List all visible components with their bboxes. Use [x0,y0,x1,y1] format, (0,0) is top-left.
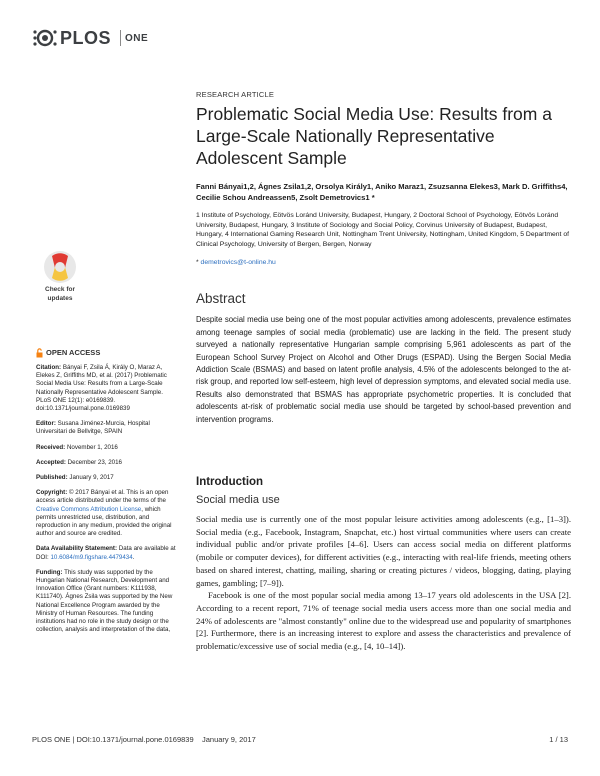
check-for-updates-badge[interactable] [37,250,83,300]
published-label: Published: [36,474,68,482]
editor-label: Editor: [36,420,56,428]
published-block [36,474,176,482]
open-access-label [36,348,176,358]
open-lock-icon [36,348,43,358]
data-availability-label: Data Availability Statement: [36,545,118,553]
corresponding-email [196,259,571,266]
copyright-label: Copyright: [36,489,68,497]
funding-block [36,569,176,635]
plos-logo-mark-icon [32,27,58,49]
title-line-3: Adolescent Sample [196,148,347,168]
footer-citation: PLOS ONE | DOI:10.1371/journal.pone.0169839 January 9, 2017 [32,735,256,744]
author-list: Fanni Bányai1,2, Ágnes Zsila1,2, Orsolya Király1, Aniko Maraz1, Zsuzsanna Elekes3, Mark D. Griffiths4, Cecilie Schou Andreassen5, Zsolt Demetrovics1 * [196,182,568,202]
open-access-text: OPEN ACCESS [46,347,101,357]
social-media-use-heading: Social media use [196,494,280,507]
article-type: RESEARCH ARTICLE [196,90,275,99]
introduction-heading: Introduction [196,476,264,489]
received-date: November 1, 2016 [66,443,118,451]
received-label: Received: [36,443,66,451]
title-line-1: Problematic Social Media Use: Results from a [196,104,552,124]
citation-text: Bányai F, Zsila Á, Király O, Maraz A, Elekes Z, Griffiths MD, et al. (2017) Problematic Social Media Use: Results from a Large-Scale Nationally Representative Adolescent Sample. PLoS ONE 12(1): e0169839. doi:10.1371/journal.pone.0169839 [36,364,167,413]
email-link[interactable]: demetrovics@t-online.hu [200,259,276,267]
accepted-date: December 23, 2016 [67,458,123,466]
cc-license-link[interactable]: Creative Commons Attribution License [36,505,142,513]
plos-one-logo [32,24,172,52]
received-block [36,444,176,452]
copyright-text-1: © 2017 Bányai et al. This is an open access article distributed under the terms of the [36,489,169,505]
page-footer [32,735,568,744]
page-number: 1 / 13 [549,735,568,744]
funding-text: This study was supported by the Hungarian National Research, Development and Innovation Office (Grant numbers: K111938, K111740). Ágnes Zsila was supported by the New National Excellence Program awarded by the Ministry of Human Resources. The funding institutions had no role in the study design or the collection, analysis and interpretation of the data, [36,568,173,634]
body-paragraph-2: Facebook is one of the most popular social media among 13–17 years old adolescents in the USA [2]. According to a recent report, 71% of teenage social media users access more than one social media and 24% of adolescents are "almost constantly" online due to the widespread use and popularity of smartphones [2]. Furthermore, there is an increasing interest to explore and assess the characteristics and prevalence of problematic/excessive use of social media (e.g., [4, 10–14]). [196,590,571,652]
accepted-label: Accepted: [36,458,66,466]
copyright-text-2: , which permits unrestricted use, distribution, and reproduction in any medium, provided the original author and source are credited. [36,505,172,538]
editor-text: Susana Jiménez-Murcia, Hospital Universitari de Bellvitge, SPAIN [36,420,150,436]
logo-plos-text: PLOS [60,28,112,48]
abstract-heading: Abstract [196,291,246,307]
body-paragraph-1: Social media use is currently one of the most popular leisure activities among adolescents (e.g., [1–3]). Social media (e.g., Facebook, Instagram, Snapchat, etc.) host virtual communities where users can create individual public and/or private profiles [4–6]. Users can access social media on different platforms (mobile or computer devices), for different activities (e.g., interacting with real-life friends, meeting others based on shared interest, chatting, mailing, sharing or creating pictures / videos, blogging, dating, playing games, gambling; [7–9]). [196,514,571,588]
data-availability-text: Data are available at DOI: [36,545,176,561]
check-for-updates-icon [43,250,77,284]
article-info-sidebar [36,348,176,641]
title-line-2: Large-Scale Nationally Representative [196,126,495,146]
accepted-block [36,459,176,467]
funding-label: Funding: [36,568,63,576]
copyright-block [36,489,176,538]
email-asterisk: * [196,259,199,267]
data-availability-block: Data Availability Statement: Data are available at DOI: 10.6084/m9.figshare.4479434. [36,545,176,561]
published-date: January 9, 2017 [69,474,114,482]
article-title [196,103,571,169]
figshare-doi-link[interactable]: 10.6084/m9.figshare.4479434 [50,553,133,561]
article-main-column [196,90,571,653]
citation-label: Citation: [36,364,62,371]
abstract-text: Despite social media use being one of the most popular activities among adolescents, prevalence estimates among teenage samples of social media (problematic) use are lacking in the field. The present study surveyed a nationally representative Hungarian sample comprising 5,961 adolescents as part of the European School Survey Project on Alcohol and Other Drugs (ESPAD). Using the Bergen Social Media Addiction Scale (BSMAS) and based on latent profile analysis, 4.5% of the adolescents belonged to the at-risk group, and reported low self-esteem, high level of depression symptoms, and elevated social media use. Results also demonstrated that BSMAS has appropriate psychometric properties. It is concluded that adolescents at-risk of problematic social media use should be targeted by school-based prevention and intervention programs. [196,315,571,424]
logo-journal-text: ONE [125,33,149,44]
editor-block [36,420,176,436]
citation-block [36,364,176,413]
check-for-updates-line1: Check for [45,286,75,293]
logo-divider [120,30,121,46]
check-for-updates-line2: updates [47,295,73,302]
affiliations: 1 Institute of Psychology, Eötvös Loránd University, Budapest, Hungary, 2 Doctoral School of Psychology, Eötvös Loránd University, Budapest, Hungary, 3 Institute of Sociology and Social Policy, Corvinus University of Budapest, Budapest, Hungary, 4 International Gaming Research Unit, Nottingham Trent University, Nottingham, United Kingdom, 5 Department of Clinical Psychology, University of Bergen, Bergen, Norway [196,212,569,248]
